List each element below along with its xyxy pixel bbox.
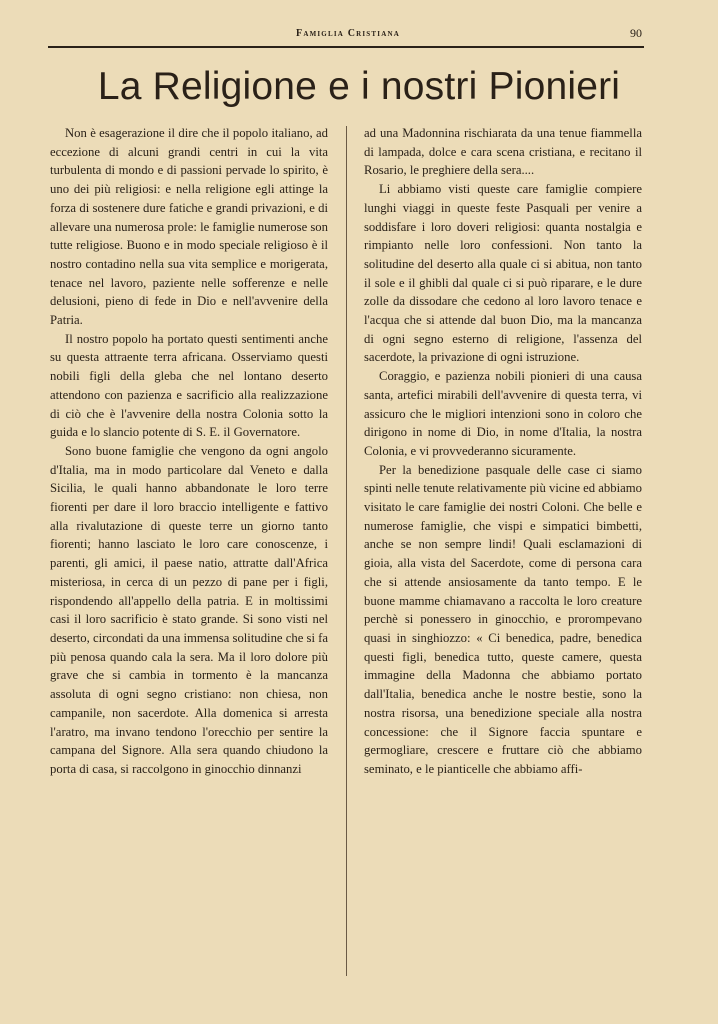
journal-name: Famiglia Cristiana — [296, 28, 400, 39]
right-column — [364, 124, 642, 779]
paragraph-continuation: ad una Madonnina rischiarata da una tenue fiammella di lampada, dolce e cara scena cristiana, e recitano il Rosario, le preghiere della sera.... — [364, 126, 642, 178]
page-number: 90 — [630, 26, 642, 40]
running-header — [48, 24, 648, 46]
paragraph: Li abbiamo visti queste care famiglie compiere lunghi viaggi in queste feste Pasquali per venire a soddisfare i loro doveri religiosi: quanta nostalgia e rimpianto nelle loro confessioni. Non tanto la solitudine del deserto alla quale ci si abitua, non tanto il sole e il ghibli dal quale ci si può riparare, e le dure zolle da dissodare che cedono al loro lavoro tenace e l'acqua che si attende dal buon Dio, ma la mancanza di ogni segno esterno di religione, l'assenza del sacerdote, la privazione di ogni istruzione. — [364, 182, 642, 365]
article-title: La Religione e i nostri Pionieri — [97, 65, 621, 108]
paragraph: Non è esagerazione il dire che il popolo italiano, ad eccezione di alcuni grandi centri in cui la vita turbulenta di mondo e di passioni pervade lo spirito, è uno dei più religiosi: e nella religione egli attinge la forza di sostenere dure fatiche e grandi privazioni, e di allevare una numerosa prole: le famiglie numerose son tutte religiose. Buono e in modo speciale religioso è il nostro contadino nella sua vita semplice e morigerata, tenace nel lavoro, paziente nelle sofferenze e nelle delusioni, pieno di fede in Dio e nell'avvenire della Patria. — [50, 126, 328, 328]
paragraph: Il nostro popolo ha portato questi sentimenti anche su questa attraente terra africana. Osserviamo questi nobili figli della gleba che nel lontano deserto attendono con pazienza e sacrificio alla realizzazione di ciò che è l'avvenire della nostra Colonia sotto la guida e lo slancio potente di S. E. il Governatore. — [50, 331, 328, 440]
paragraph: Coraggio, e pazienza nobili pionieri di una causa santa, artefici mirabili dell'avvenire di questa terra, vi assicuro che le migliori intenzioni sono in coloro che dirigono in nome di Dio, in nome d'Italia, la nostra Colonia, e vi provvederanno sicuramente. — [364, 369, 642, 458]
paragraph: Per la benedizione pasquale delle case ci siamo spinti nelle tenute relativamente più vicine ed abbiamo visitato le care famiglie dei nostri Coloni. Che belle e numerose famiglie, che vispi e simpatici bimbetti, anche se non sempre lindi! Quali esclamazioni di gioia, alla vista del Sacerdote, come di persona cara che si attende ansiosamente da tanto tempo. E le buone mamme chiamavano a raccolta le loro creature perchè si ponessero in ginocchio, e prorompevano quasi in singhiozzo: « Ci benedica, padre, benedica questi figli, benedica tutto, queste camere, questa immagine della Madonna che abbiamo portato dall'Italia, benedica anche le nostre bestie, sono la nostra risorsa, una benedizione speciale alla nostra concessione: che il Signore faccia spuntare e germogliare, crescere e fruttare ciò che abbiamo seminato, e le pianticelle che abbiamo affi- — [364, 462, 642, 776]
paragraph: Sono buone famiglie che vengono da ogni angolo d'Italia, ma in modo particolare dal Veneto e dalla Sicilia, le quali hanno abbandonate le loro terre fiorenti per dare il loro braccio intelligente e fattivo alla rivalutazione di queste terre un giorno tanto fiorenti; hanno lasciato le loro care conoscenze, i parenti, gli amici, il paese natio, attratte dall'Africa misteriosa, in cerca di un pezzo di pane per i figli, rispondendo all'appello della patria. E in moltissimi casi il loro sacrificio è stato grande. Si sono visti nel deserto, circondati da una immensa solitudine che si fa più penosa quando cala la sera. Ma il loro dolore più grave che si cambia in tormento è la mancanza assoluta di ogni segno cristiano: non chiesa, non campanile, non sacerdote. Alla domenica si arresta l'aratro, ma invano tendono l'orecchio per sentire la campana del Signore. Alla sera quando chiudono la porta di casa, si raccolgono in ginocchio dinnanzi — [50, 443, 328, 776]
header-rule — [48, 46, 644, 48]
column-divider — [346, 126, 347, 976]
left-column — [50, 124, 328, 779]
